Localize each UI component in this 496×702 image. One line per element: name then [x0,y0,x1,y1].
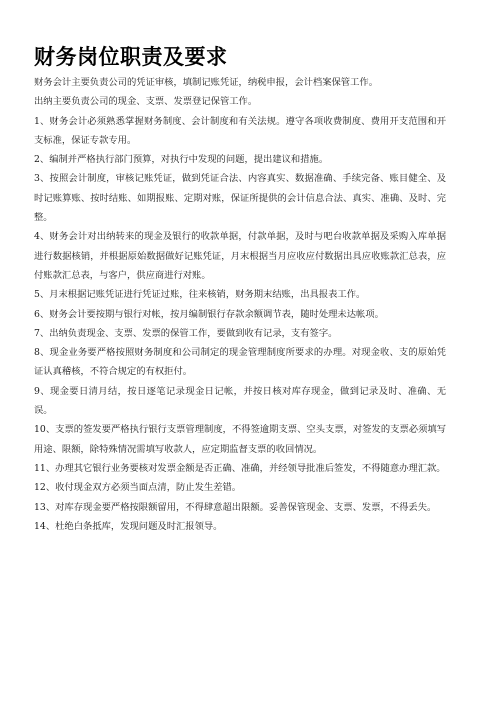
duty-item-1: 1、财务会计必须熟悉掌握财务制度、会计制度和有关法规。遵守各项收费制度、费用开支范围和开支标准，保证专款专用。 [34,115,446,146]
duty-item-13: 13、对库存现金要严格按限额留用，不得肆意超出限额。妥善保管现金、支票、发票，不得丢失。 [34,501,437,513]
duty-item-8: 8、现金业务要严格按照财务制度和公司制定的现金管理制度所要求的办理。对现金收、支的原始凭证认真稽核，不符合规定的有权拒付。 [34,347,446,378]
duty-item-6: 6、财务会计要按期与银行对帐，按月编制银行存款余额调节表，随时处理未达帐项。 [34,308,384,320]
intro-cashier: 出纳主要负责公司的现金、支票、发票登记保管工作。 [34,96,258,108]
duty-item-14: 14、杜绝白条抵库，发现问题及时汇报领导。 [34,520,223,532]
document-page [34,44,446,536]
duty-item-7: 7、出纳负责现金、支票、发票的保管工作，要做到收有记录，支有签字。 [34,327,338,339]
duty-item-11: 11、办理其它银行业务要核对发票金额是否正确、准确，并经领导批准后签发，不得随意办理汇款。 [34,462,446,474]
duty-item-9: 9、现金要日清月结，按日逐笔记录现金日记帐，并按日核对库存现金，做到记录及时、准确、无误。 [34,385,446,417]
duty-item-2: 2、编制并严格执行部门预算，对执行中发现的问题，提出建议和措施。 [34,154,329,166]
duty-item-10: 10、支票的签发要严格执行银行支票管理制度，不得签逾期支票、空头支票，对签发的支票必须填写用途、限额，除特殊情况需填写收款人，应定期监督支票的收回情况。 [34,424,446,455]
duty-item-4: 4、财务会计对出纳转来的现金及银行的收款单据，付款单据，及时与吧台收款单据及采购入库单据进行数据核销，并根据原始数据做好记账凭证，月末根据当月应收应付数据出具应收账款汇总表，应付账款汇总表，与客户，供应商进行对账。 [34,231,446,281]
duty-item-5: 5、月末根据记账凭证进行凭证过账，往来核销，财务期末结账，出具报表工作。 [34,289,366,301]
duty-item-12: 12、收付现金双方必须当面点清，防止发生差错。 [34,482,242,494]
intro-accountant: 财务会计主要负责公司的凭证审核，填制记账凭证，纳税申报，会计档案保管工作。 [34,77,378,88]
document-title: 财务岗位职责及要求 [34,45,228,69]
duty-item-3: 3、按照会计制度，审核记账凭证，做到凭证合法、内容真实、数据准确、手续完备、账目健全、及时记账算账、按时结账、如期报账、定期对账，保证所提供的会计信息合法、真实、准确、及时、完整。 [34,173,446,224]
